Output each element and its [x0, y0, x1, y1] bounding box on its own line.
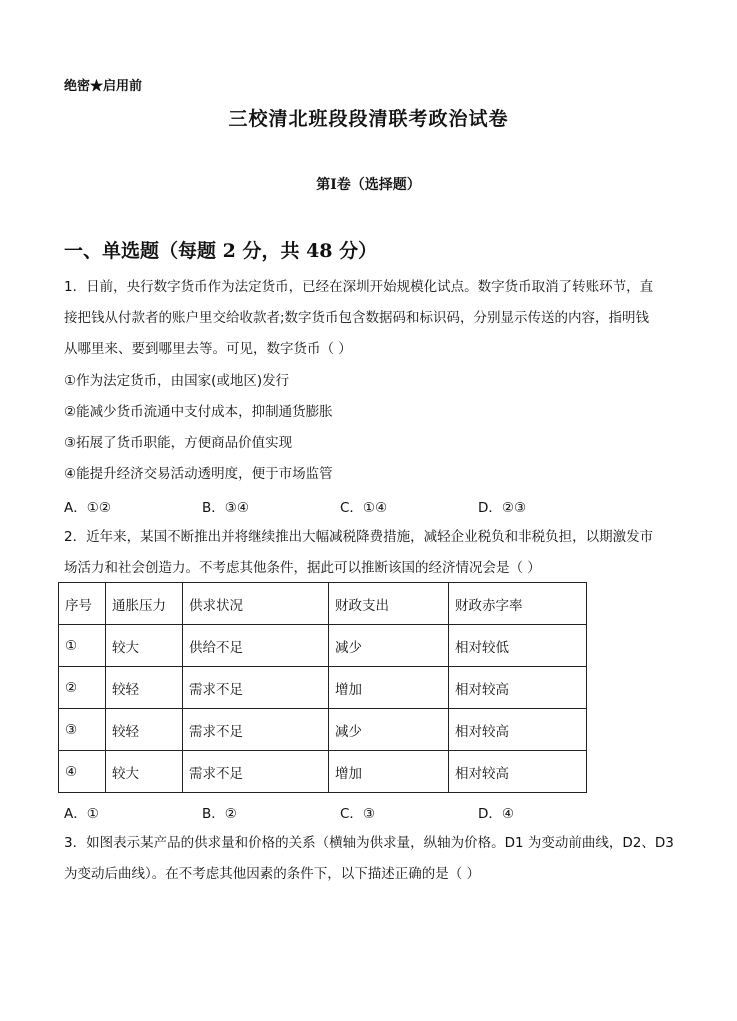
table-cell: 相对较高: [449, 709, 587, 751]
table-cell: 较大: [106, 751, 183, 793]
exam-title: 三校清北班段段清联考政治试卷: [228, 108, 509, 130]
table-cell: 减少: [329, 625, 449, 667]
table-cell: 增加: [329, 751, 449, 793]
q2-line: 2．近年来，某国不断推出并将继续推出大幅减税降费措施，减轻企业税负和非税负担，以期激发市: [64, 529, 654, 545]
table-cell: ④: [59, 751, 106, 793]
table-cell: 供给不足: [183, 625, 329, 667]
secret-mark: 绝密★启用前: [64, 79, 143, 94]
table-cell: 需求不足: [183, 751, 329, 793]
table-cell: 较大: [106, 625, 183, 667]
table-row: [59, 667, 587, 709]
q2-line: 场活力和社会创造力。不考虑其他条件，据此可以推断该国的经济情况会是（ ）: [64, 560, 541, 576]
table-cell: 较轻: [106, 709, 183, 751]
q2-option-d[interactable]: D．④: [478, 806, 514, 822]
volume-label: 第I卷（选择题）: [316, 177, 421, 193]
q2-option-c[interactable]: C．③: [340, 806, 376, 822]
q3-line: 为变动后曲线）。在不考虑其他因素的条件下，以下描述正确的是（ ）: [64, 866, 481, 882]
q3-line: 3．如图表示某产品的供求量和价格的关系（横轴为供求量，纵轴为价格。D1 为变动前曲线，D2、D3: [64, 835, 674, 851]
q1-statement: ①作为法定货币，由国家(或地区)发行: [64, 373, 290, 389]
q1-line: 1．日前，央行数字货币作为法定货币，已经在深圳开始规模化试点。数字货币取消了转账环节，直: [64, 279, 654, 295]
q1-statement: ③拓展了货币职能，方便商品价值实现: [64, 435, 293, 451]
table-header-cell: 供求状况: [183, 583, 329, 625]
table-cell: ②: [59, 667, 106, 709]
q1-line: 从哪里来、要到哪里去等。可见，数字货币（ ）: [64, 341, 352, 357]
q1-statement: ②能减少货币流通中支付成本，抑制通货膨胀: [64, 404, 333, 420]
table-header-cell: 财政赤字率: [449, 583, 587, 625]
table-cell: ③: [59, 709, 106, 751]
table-cell: 相对较高: [449, 751, 587, 793]
table-header-row: [59, 583, 587, 625]
q2-option-b[interactable]: B．②: [202, 806, 237, 822]
table-header-cell: 序号: [59, 583, 106, 625]
table-cell: ①: [59, 625, 106, 667]
q2-option-a[interactable]: A．①: [64, 806, 99, 822]
table-cell: 相对较低: [449, 625, 587, 667]
q1-option-d[interactable]: D．②③: [478, 500, 527, 516]
table-cell: 较轻: [106, 667, 183, 709]
table-cell: 相对较高: [449, 667, 587, 709]
table-header-cell: 财政支出: [329, 583, 449, 625]
q1-option-b[interactable]: B．③④: [202, 500, 249, 516]
q1-line: 接把钱从付款者的账户里交给收款者;数字货币包含数据码和标识码，分别显示传送的内容，指明钱: [64, 310, 650, 326]
table-header-cell: 通胀压力: [106, 583, 183, 625]
q1-statement: ④能提升经济交易活动透明度，便于市场监管: [64, 466, 333, 482]
table-row: [59, 709, 587, 751]
table-cell: 需求不足: [183, 667, 329, 709]
q1-option-c[interactable]: C．①④: [340, 500, 388, 516]
table-row: [59, 751, 587, 793]
section-heading: 一、单选题（每题 2 分，共 48 分）: [64, 240, 378, 262]
q2-table: [58, 582, 587, 793]
table-cell: 需求不足: [183, 709, 329, 751]
q1-option-a[interactable]: A．①②: [64, 500, 111, 516]
table-cell: 减少: [329, 709, 449, 751]
table-cell: 增加: [329, 667, 449, 709]
table-row: [59, 625, 587, 667]
